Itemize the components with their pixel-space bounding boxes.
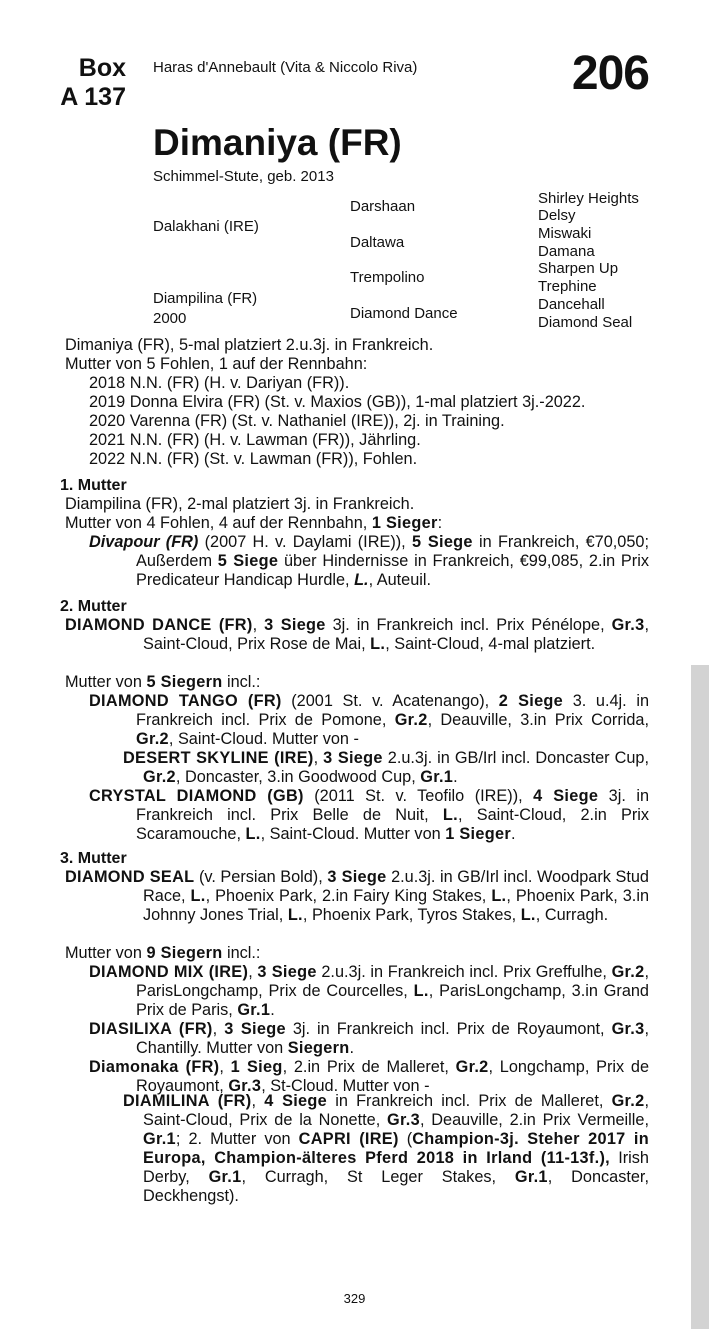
section-heading: 3. Mutter	[60, 850, 127, 867]
foal-entry: 2022 N.N. (FR) (St. v. Lawman (FR)), Fohlen.	[89, 450, 418, 468]
section-heading: 2. Mutter	[60, 598, 127, 615]
pedigree-gen3: Miswaki	[538, 225, 592, 242]
progeny-entry: DIAMILINA (FR), 4 Siege in Frankreich incl. Prix de Malleret, Gr.2, Saint-Cloud, Prix de la Nonette, Gr.3, Deauville, 2.in Prix Vermeille, Gr.1; 2. Mutter von CAPRI (IRE) (Champion-3j. Steher 2017 in Europa, Champion-älteres Pferd 2018 in Irland (11-13f.), Irish Derby, Gr.1, Curragh, St Leger Stakes, Gr.1, Doncaster, Deckhengst).	[123, 1092, 649, 1205]
box-number: A 137	[60, 83, 126, 111]
great-granddam-produce: Mutter von 9 Siegern incl.:	[65, 944, 261, 962]
granddam-produce: Mutter von 5 Siegern incl.:	[65, 673, 261, 691]
foal-entry: 2018 N.N. (FR) (H. v. Dariyan (FR)).	[89, 374, 350, 392]
horse-name: Dimaniya (FR)	[153, 122, 402, 163]
dam-record: Diampilina (FR), 2-mal platziert 3j. in Frankreich.	[65, 495, 415, 513]
great-granddam-entry: DIAMOND SEAL (v. Persian Bold), 3 Siege 2.u.3j. in GB/Irl incl. Woodpark Stud Race, L., Phoenix Park, 2.in Fairy King Stakes, L., Phoenix Park, 3.in Johnny Jones Trial, L., Phoenix Park, Tyros Stakes, L., Curragh.	[65, 868, 650, 924]
pedigree-gen3: Diamond Seal	[538, 314, 633, 331]
dam-produce: Mutter von 4 Fohlen, 4 auf der Rennbahn, 1 Sieger:	[65, 514, 443, 532]
pedigree-dam-year: 2000	[153, 310, 187, 327]
pedigree-gen3: Trephine	[538, 278, 597, 295]
box-info	[58, 54, 126, 112]
pedigree-gen3: Dancehall	[538, 296, 605, 313]
pedigree-gen3: Delsy	[538, 207, 576, 224]
foal-entry: 2019 Donna Elvira (FR) (St. v. Maxios (GB)), 1-mal platziert 3j.-2022.	[89, 393, 586, 411]
pedigree-gen3: Sharpen Up	[538, 260, 619, 277]
pedigree-gen2: Trempolino	[350, 269, 425, 286]
granddam-entry: DIAMOND DANCE (FR), 3 Siege 3j. in Frankreich incl. Prix Pénélope, Gr.3, Saint-Cloud, Prix Rose de Mai, L., Saint-Cloud, 4-mal platziert.	[65, 616, 649, 653]
summary-produce: Mutter von 5 Fohlen, 1 auf der Rennbahn:	[65, 355, 368, 373]
progeny-entry: Diamonaka (FR), 1 Sieg, 2.in Prix de Malleret, Gr.2, Longchamp, Prix de Royaumont, Gr.3, St-Cloud. Mutter von -	[89, 1058, 649, 1095]
progeny-entry: DIAMOND TANGO (FR) (2001 St. v. Acatenango), 2 Siege 3. u.4j. in Frankreich incl. Prix de Pomone, Gr.2, Deauville, 3.in Prix Corrida, Gr.2, Saint-Cloud. Mutter von -	[89, 692, 650, 748]
pedigree-gen2: Diamond Dance	[350, 305, 458, 322]
pedigree-gen2: Daltawa	[350, 234, 405, 251]
progeny-entry: DIASILIXA (FR), 3 Siege 3j. in Frankreich incl. Prix de Royaumont, Gr.3, Chantilly. Mutter von Siegern.	[89, 1020, 649, 1057]
pedigree-gen3: Shirley Heights	[538, 190, 639, 207]
page-number: 329	[343, 1291, 366, 1306]
horse-description: Schimmel-Stute, geb. 2013	[153, 168, 334, 185]
pedigree-gen3: Damana	[538, 243, 595, 260]
progeny-entry: Divapour (FR) (2007 H. v. Daylami (IRE)), 5 Siege in Frankreich, €70,050; Außerdem 5 Siege über Hindernisse in Frankreich, €99,085, 2.in Prix Predicateur Handicap Hurdle, L., Auteuil.	[89, 533, 649, 589]
progeny-entry: DIAMOND MIX (IRE), 3 Siege 2.u.3j. in Frankreich incl. Prix Greffulhe, Gr.2, ParisLongchamp, Prix de Courcelles, L., ParisLongchamp, 3.in Grand Prix de Paris, Gr.1.	[89, 963, 649, 1019]
pedigree-gen2: Darshaan	[350, 198, 416, 215]
pedigree-sire: Dalakhani (IRE)	[153, 218, 259, 235]
box-label: Box	[78, 54, 126, 82]
thumb-index-tab	[691, 665, 709, 1329]
progeny-entry: DESERT SKYLINE (IRE), 3 Siege 2.u.3j. in GB/Irl incl. Doncaster Cup, Gr.2, Doncaster, 3.in Goodwood Cup, Gr.1.	[123, 749, 649, 786]
owner: Haras d'Annebault (Vita & Niccolo Riva)	[153, 59, 418, 76]
foal-entry: 2020 Varenna (FR) (St. v. Nathaniel (IRE)), 2j. in Training.	[89, 412, 505, 430]
foal-entry: 2021 N.N. (FR) (H. v. Lawman (FR)), Jährling.	[89, 431, 421, 449]
lot-number: 206	[571, 47, 649, 100]
section-heading: 1. Mutter	[60, 477, 127, 494]
pedigree-dam: Diampilina (FR)	[153, 290, 258, 307]
progeny-entry: CRYSTAL DIAMOND (GB) (2011 St. v. Teofilo (IRE)), 4 Siege 3j. in Frankreich incl. Prix Belle de Nuit, L., Saint-Cloud, 2.in Prix Scaramouche, L., Saint-Cloud. Mutter von 1 Sieger.	[89, 787, 649, 843]
summary-record: Dimaniya (FR), 5-mal platziert 2.u.3j. in Frankreich.	[65, 336, 434, 354]
